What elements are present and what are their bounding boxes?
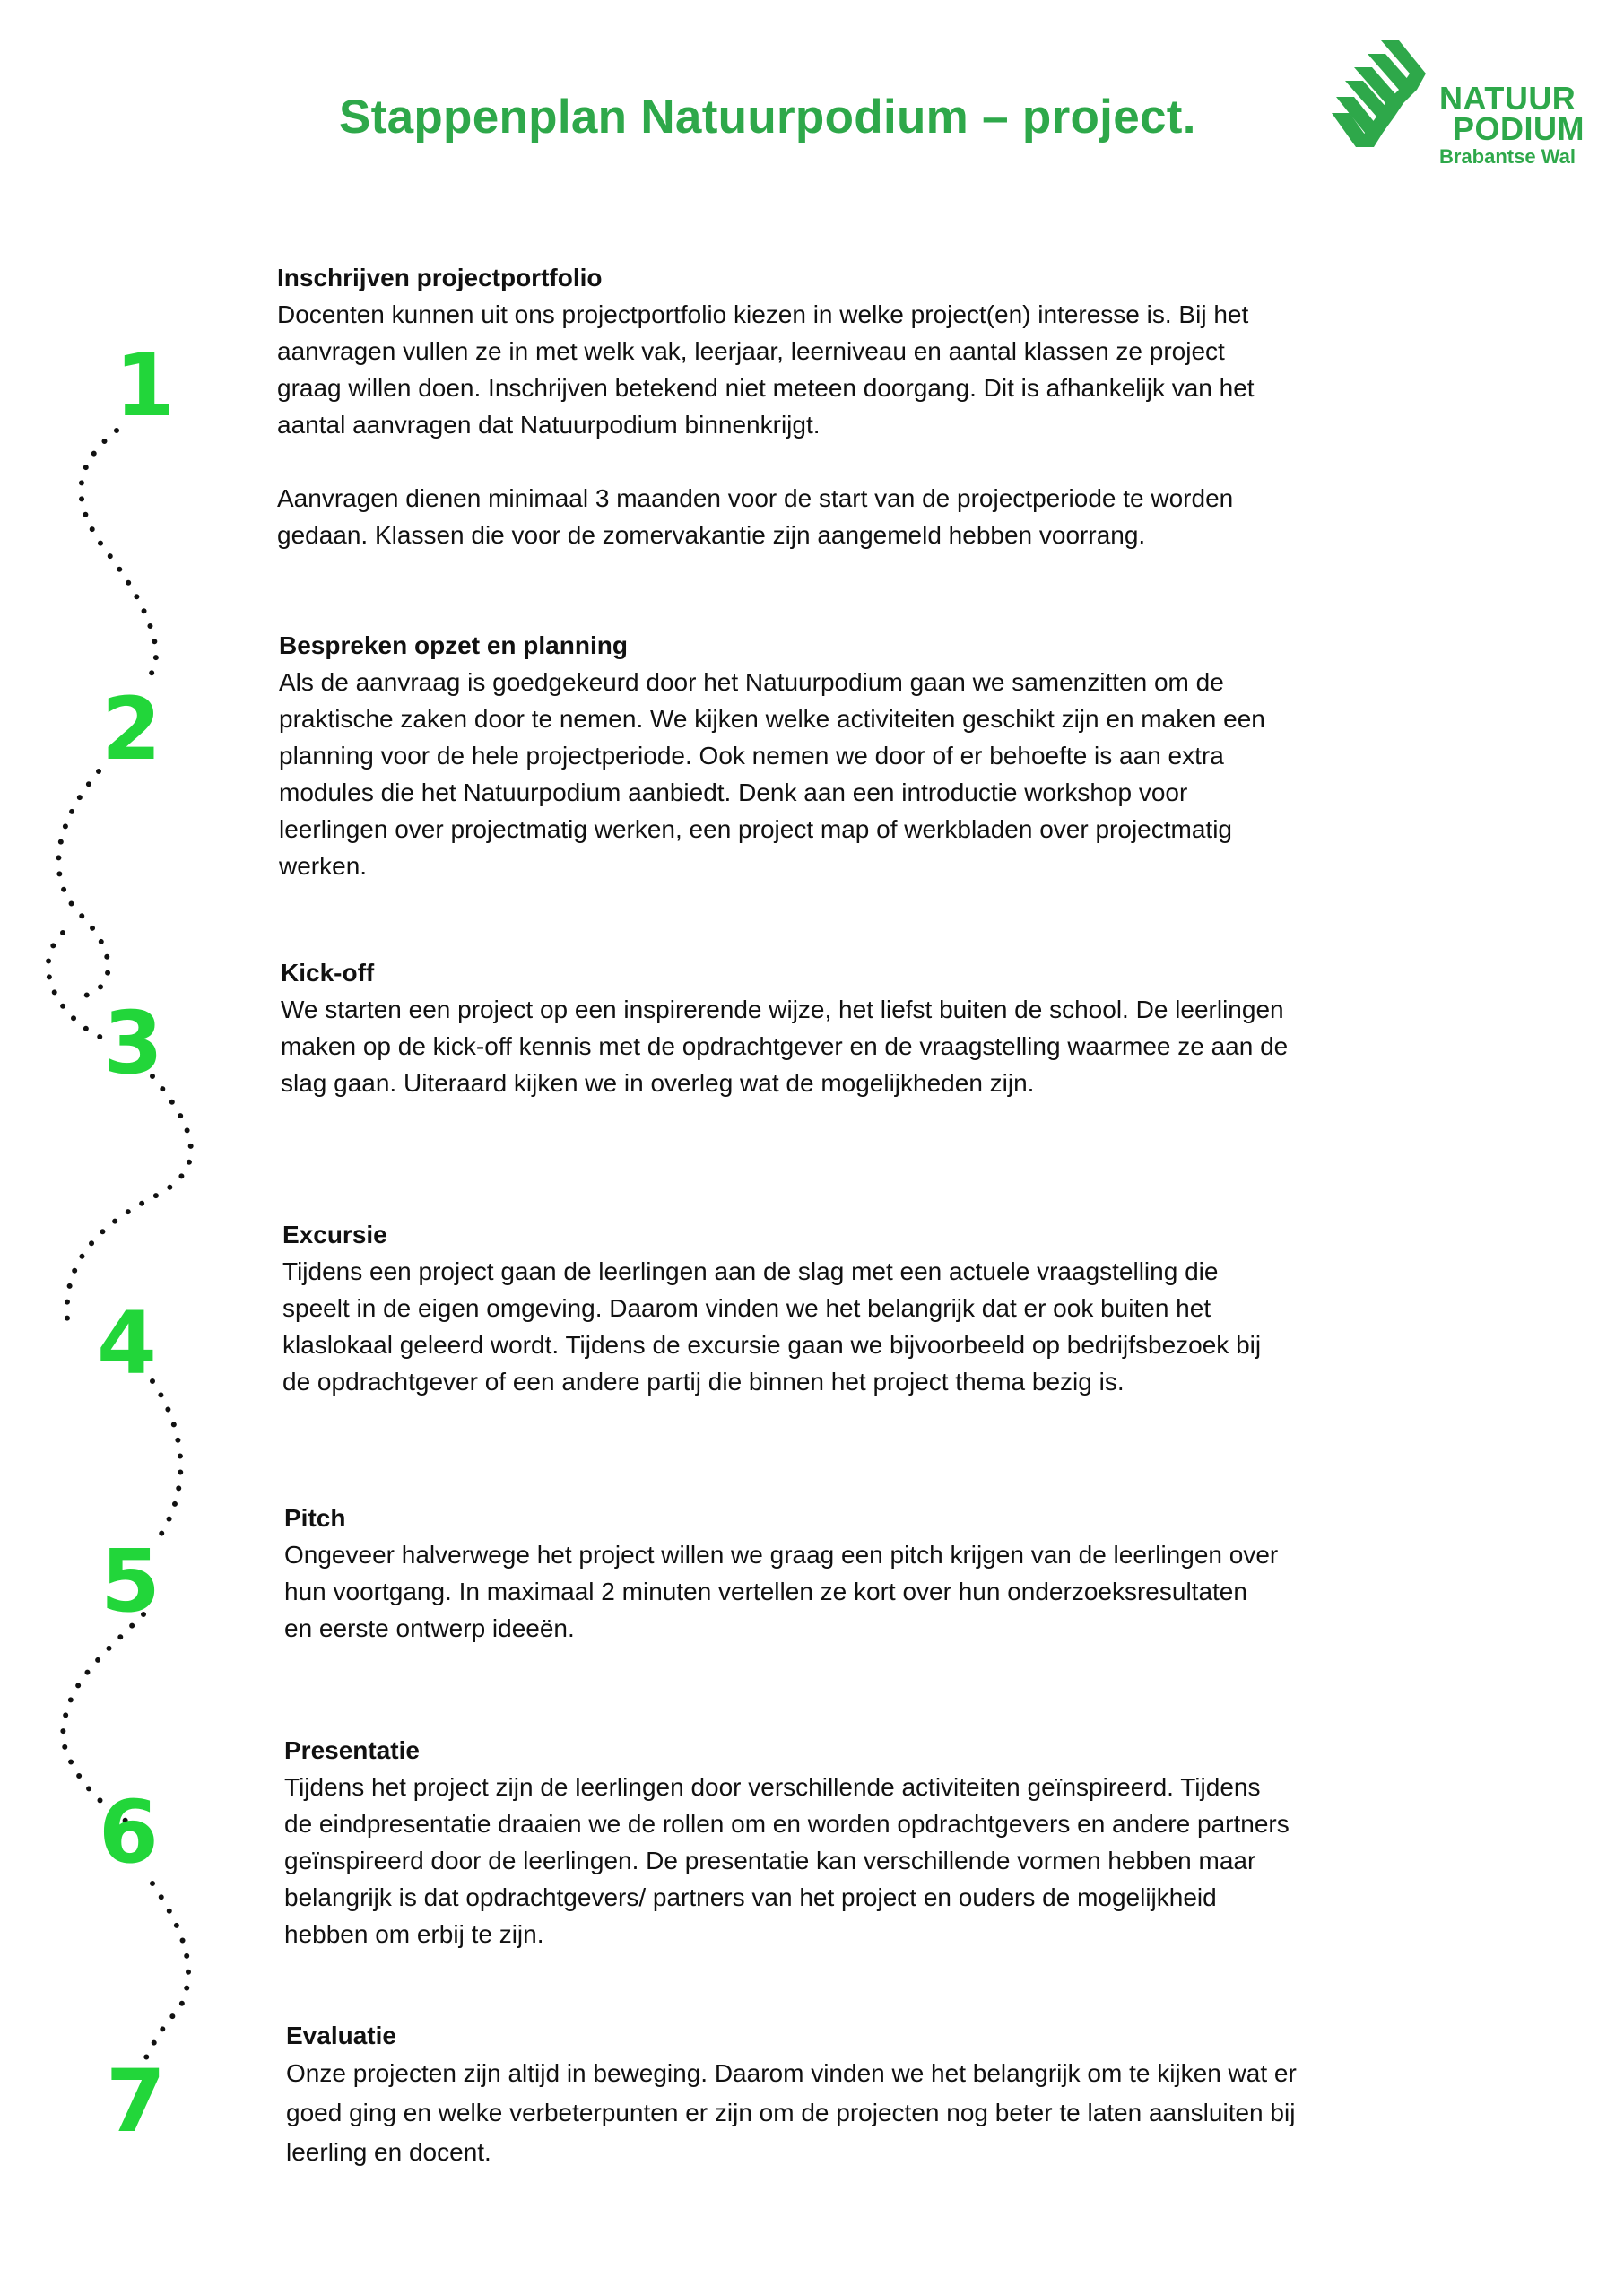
step-4-body: Tijdens een project gaan de leerlingen aan de slag met een actuele vraagstelling die speelt in de eigen omgeving. Daarom vinden we het belangrijk dat er ook buiten het klaslokaal geleerd wordt. Tijdens de excursie gaan we bijvoorbeeld op bedrijfsbezoek bij de opdrachtgever of een andere partij die binnen het project thema bezig is. [282, 1257, 1262, 1396]
step-1-number: 1 [115, 335, 175, 436]
step-3-number: 3 [103, 993, 163, 1093]
leaf-stripes-icon [1327, 27, 1435, 170]
logo-wordmark-natuur: NATUUR [1439, 80, 1576, 117]
step-2-number: 2 [101, 679, 161, 779]
step-7-body: Onze projecten zijn altijd in beweging. Daarom vinden we het belangrijk om te kijken wat er goed ging en welke verbeterpunten er zijn om de projecten nog beter te laten aansluiten bij leerling en docent. [286, 2059, 1297, 2166]
natuurpodium-logo [1327, 27, 1614, 179]
logo-subtitle: Brabantse Wal [1439, 145, 1576, 168]
step-5 [284, 1500, 1441, 1647]
step-4-title: Excursie [282, 1221, 387, 1248]
page-title: Stappenplan Natuurpodium – project. [339, 91, 1196, 144]
step-5-body: Ongeveer halverwege het project willen we graag een pitch krijgen van de leerlingen over hun voortgang. In maximaal 2 minuten vertellen ze kort over hun onderzoeksresultaten en eerste ontwerp ideeën. [284, 1541, 1279, 1642]
step-2 [279, 628, 1436, 884]
step-2-title: Bespreken opzet en planning [279, 631, 628, 659]
step-6-title: Presentatie [284, 1736, 420, 1764]
step-6 [284, 1733, 1441, 1952]
step-3-body: We starten een project op een inspirerende wijze, het liefst buiten de school. De leerlingen maken op de kick-off kennis met de opdrachtgever en de vraagstelling waarmee ze aan de slag gaan. Uiteraard kijken we in overleg wat de mogelijkheden zijn. [281, 996, 1289, 1097]
step-6-number: 6 [99, 1782, 159, 1883]
step-7 [286, 2018, 1443, 2172]
step-5-number: 5 [100, 1531, 161, 1631]
step-1-body: Docenten kunnen uit ons projectportfolio kiezen in welke project(en) interesse is. Bij het aanvragen vullen ze in met welk vak, leerjaar, leerniveau en aantal klassen ze project graag willen doen. Inschrijven betekend niet meteen doorgang. Dit is afhankelijk van het aantal aanvragen dat Natuurpodium binnenkrijgt. Aanvragen dienen minimaal 3 maanden voor de start van de projectperiode te worden gedaan. Klassen die voor de zomervakantie zijn aangemeld hebben voorrang. [277, 300, 1255, 549]
step-4 [282, 1217, 1439, 1400]
step-3 [281, 955, 1437, 1101]
step-2-body: Als de aanvraag is goedgekeurd door het Natuurpodium gaan we samenzitten om de praktische zaken door te nemen. We kijken welke activiteiten geschikt zijn en maken een planning voor de hele projectperiode. Ook nemen we door of er behoefte is aan extra modules die het Natuurpodium aanbiedt. Denk aan een introductie workshop voor leerlingen over projectmatig werken, een project map of werkbladen over projectmatig werken. [279, 668, 1265, 880]
step-1 [277, 260, 1434, 553]
step-4-number: 4 [97, 1293, 157, 1394]
step-5-title: Pitch [284, 1504, 346, 1532]
step-7-number: 7 [106, 2051, 166, 2152]
step-6-body: Tijdens het project zijn de leerlingen door verschillende activiteiten geïnspireerd. Tijdens de eindpresentatie draaien we de rollen om en worden opdrachtgevers en andere partners geïnspireerd door de leerlingen. De presentatie kan verschillende vormen hebben maar belangrijk is dat opdrachtgevers/ partners van het project en ouders de mogelijkheid hebben om erbij te zijn. [284, 1773, 1290, 1948]
step-7-title: Evaluatie [286, 2022, 396, 2049]
logo-wordmark-podium: PODIUM [1453, 110, 1585, 147]
step-1-title: Inschrijven projectportfolio [277, 264, 603, 291]
step-3-title: Kick-off [281, 959, 375, 987]
